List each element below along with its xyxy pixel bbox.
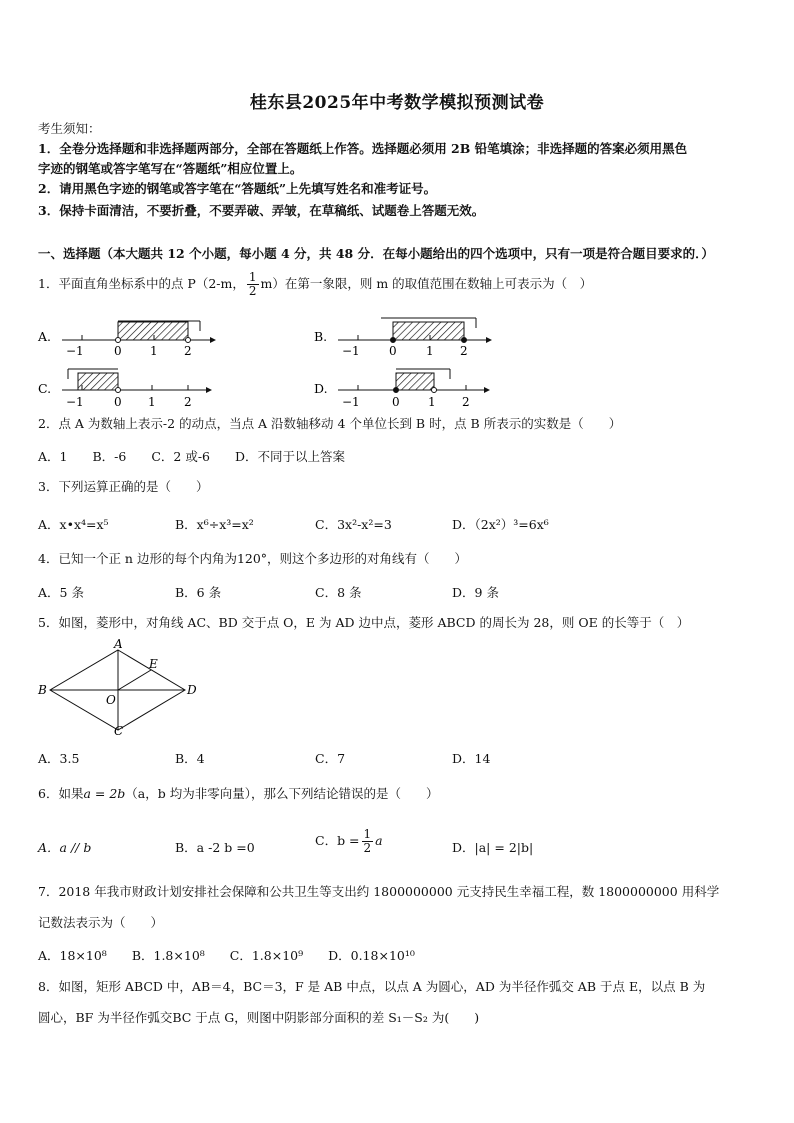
- svg-text:2: 2: [460, 344, 468, 358]
- svg-text:0: 0: [114, 344, 122, 358]
- label-o: O: [106, 693, 116, 707]
- number-line-d: [338, 369, 490, 409]
- question-5-option-c: C．7: [315, 751, 346, 766]
- svg-text:−1: −1: [66, 344, 84, 358]
- number-line-a: [62, 321, 216, 358]
- notice-line-2: 字迹的钢笔或答字笔写在“答题纸”相应位置上。: [38, 161, 303, 176]
- question-2-stem: 2．点 A 为数轴上表示-2 的动点，当点 A 沿数轴移动 4 个单位长到 B 时，点 B 所表示的实数是（ ）: [38, 416, 622, 431]
- question-7-stem-2: 记数法表示为（ ）: [38, 915, 164, 930]
- svg-text:1: 1: [428, 395, 436, 409]
- number-line-c: [62, 369, 212, 409]
- question-6-option-c: C．b = $\frac{1}{2}$ a: [315, 827, 383, 855]
- svg-text:0: 0: [114, 395, 122, 409]
- question-4-option-b: B．6 条: [175, 585, 222, 600]
- notice-line-3: 2．请用黑色字迹的钢笔或答字笔在“答题纸”上先填写姓名和准考证号。: [38, 181, 437, 196]
- question-7-stem: 7．2018 年我市财政计划安排社会保障和公共卫生等支出约 1800000000 元支持民生幸福工程，数 1800000000 用科学: [38, 884, 720, 899]
- question-1-number-lines: [0, 310, 794, 410]
- question-4-option-a: A．5 条: [38, 585, 84, 600]
- label-b: B: [38, 683, 47, 697]
- option-b-label: B.: [314, 329, 328, 344]
- notice-heading: 考生须知：: [38, 121, 101, 136]
- question-2-options: A．1 B．-6 C．2 或-6 D．不同于以上答案: [38, 449, 346, 464]
- question-6-stem: 6．如果a = 2b（a，b 均为非零向量），那么下列结论错误的是（ ）: [38, 786, 439, 801]
- question-3-option-c: C．3x²-x²=3: [315, 517, 392, 532]
- question-6-option-b: B．a -2 b =0: [175, 840, 255, 855]
- question-4-option-c: C．8 条: [315, 585, 362, 600]
- question-5-stem: 5．如图，菱形中，对角线 AC、BD 交于点 O，E 为 AD 边中点，菱形 ABCD 的周长为 28，则 OE 的长等于（ ）: [38, 615, 690, 630]
- svg-text:2: 2: [184, 344, 192, 358]
- svg-text:2: 2: [184, 395, 192, 409]
- question-4-stem: 4．已知一个正 n 边形的每个内角为120°，则这个多边形的对角线有（ ）: [38, 551, 468, 566]
- option-a-label: A.: [38, 329, 52, 344]
- label-d: D: [187, 683, 197, 697]
- label-e: E: [149, 657, 158, 671]
- question-3-option-d: D．（2x²）³=6x⁶: [452, 517, 549, 532]
- svg-text:1: 1: [150, 344, 158, 358]
- question-8-stem: 8．如图，矩形 ABCD 中，AB＝4，BC＝3，F 是 AB 中点，以点 A 为圆心，AD 为半径作弧交 AB 于点 E，以点 B 为: [38, 979, 706, 994]
- notice-line-1: 1．全卷分选择题和非选择题两部分，全部在答题纸上作答。选择题必须用 2B 铅笔填涂；非选择题的答案必须用黑色: [38, 141, 688, 156]
- svg-text:1: 1: [426, 344, 434, 358]
- label-a: A: [114, 638, 123, 651]
- svg-text:1: 1: [148, 395, 156, 409]
- option-c-label: C.: [38, 381, 52, 396]
- option-d-label: D.: [314, 381, 328, 396]
- svg-text:−1: −1: [342, 344, 360, 358]
- label-c: C: [114, 724, 124, 738]
- svg-text:0: 0: [389, 344, 397, 358]
- question-4-option-d: D．9 条: [452, 585, 499, 600]
- question-5-option-a: A．3.5: [38, 751, 80, 766]
- question-6-option-d: D．|a| = 2|b|: [452, 840, 534, 855]
- fraction-half: $\frac{1}{2}$: [248, 270, 257, 298]
- question-3-stem: 3．下列运算正确的是（ ）: [38, 479, 209, 494]
- svg-text:0: 0: [392, 395, 400, 409]
- notice-line-4: 3．保持卡面清洁，不要折叠，不要弄破、弄皱，在草稿纸、试题卷上答题无效。: [38, 203, 485, 218]
- question-3-option-b: B．x⁶÷x³=x²: [175, 517, 254, 532]
- svg-text:−1: −1: [66, 395, 84, 409]
- question-3-option-a: A．x•x⁴=x⁵: [38, 517, 109, 532]
- question-1-stem: 1．平面直角坐标系中的点 P（2-m， $\frac{1}{2}$ m）在第一象限，则 m 的取值范围在数轴上可表示为（ ）: [38, 270, 593, 298]
- question-7-options: A．18×10⁸ B．1.8×10⁸ C．1.8×10⁹ D．0.18×10¹⁰: [38, 948, 415, 963]
- question-8-stem-2: 圆心，BF 为半径作弧交BC 于点 G，则图中阴影部分面积的差 S₁－S₂ 为( ): [38, 1010, 480, 1025]
- number-line-b: [338, 318, 492, 358]
- question-5-option-b: B．4: [175, 751, 205, 766]
- question-6-option-a: A．a // b: [38, 840, 92, 855]
- page-title: 桂东县2025年中考数学模拟预测试卷: [249, 93, 545, 113]
- svg-text:−1: −1: [342, 395, 360, 409]
- svg-text:2: 2: [462, 395, 470, 409]
- question-5-option-d: D．14: [452, 751, 491, 766]
- rhombus-figure: [30, 638, 210, 738]
- section-heading: 一、选择题（本大题共 12 个小题，每小题 4 分，共 48 分．在每小题给出的四个选项中，只有一项是符合题目要求的．）: [38, 246, 714, 261]
